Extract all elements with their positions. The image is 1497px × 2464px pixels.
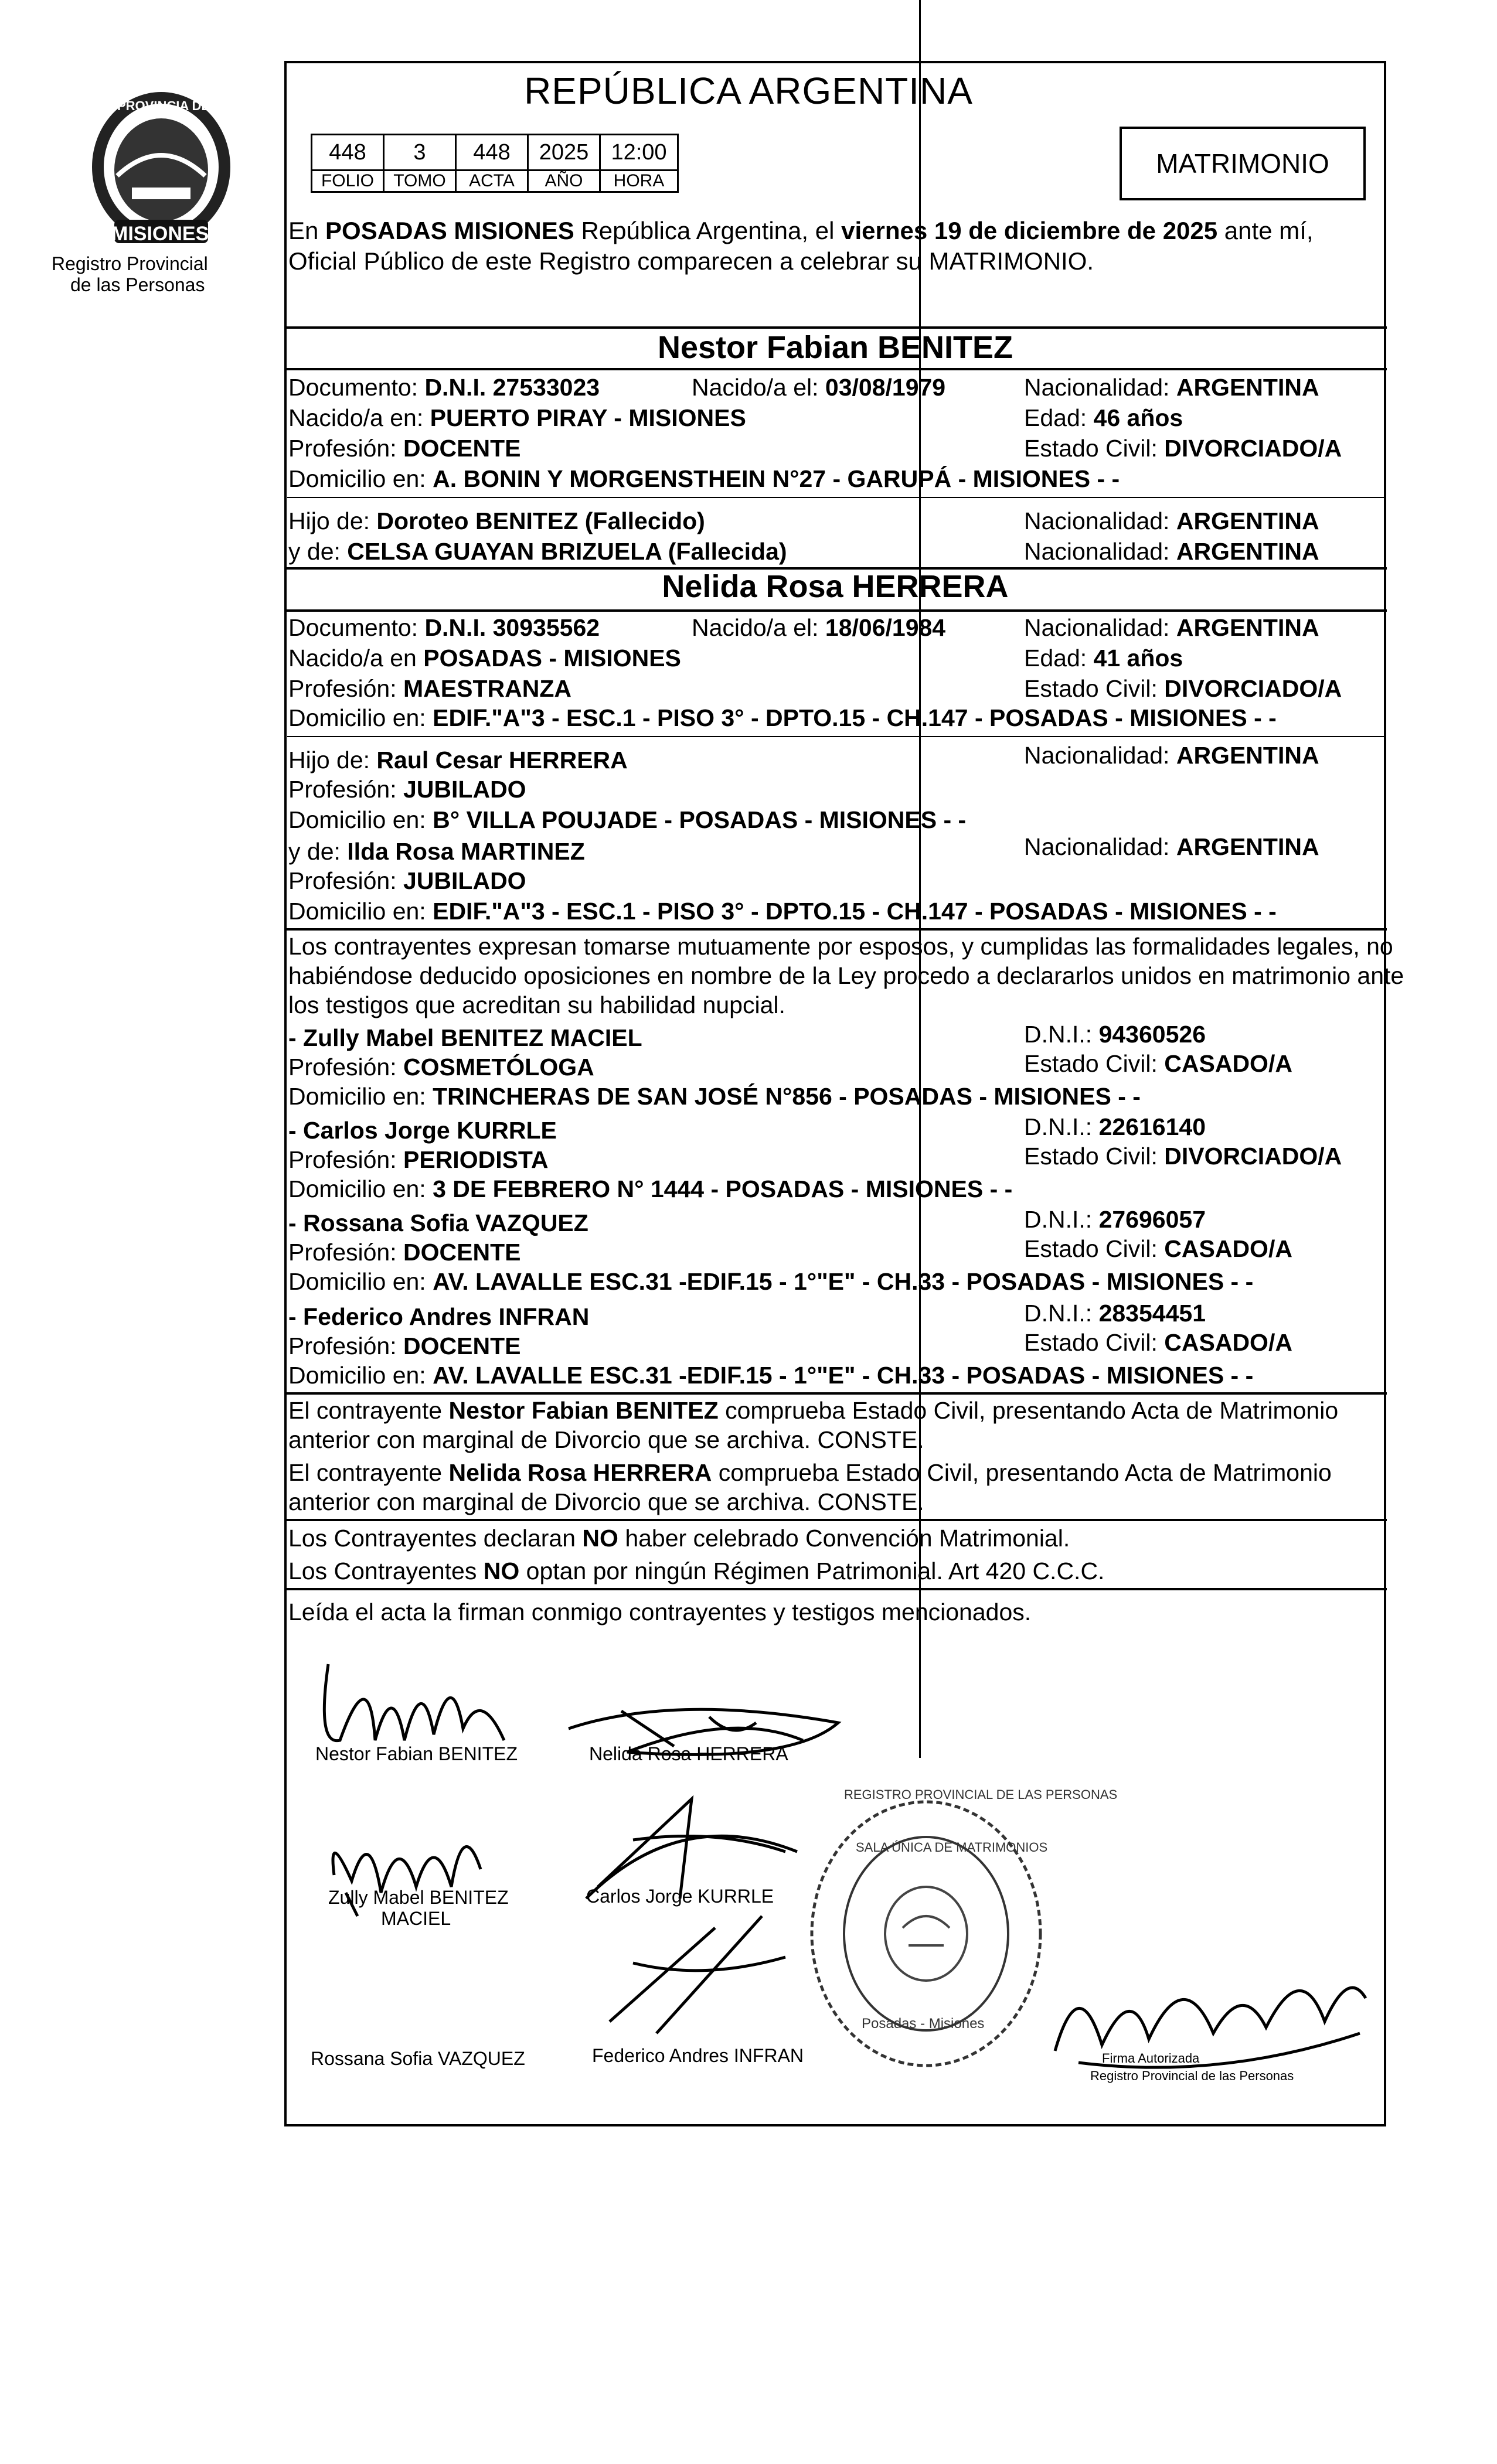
divider	[287, 497, 1386, 498]
label: Profesión:	[288, 776, 403, 803]
value: PUERTO PIRAY - MISIONES	[430, 404, 746, 431]
signature-label-witness-1b: MACIEL	[381, 1908, 451, 1929]
witness-2-dom	[288, 1174, 1012, 1204]
intro-p3: ante mí,	[1217, 217, 1314, 244]
value: Ilda Rosa MARTINEZ	[347, 838, 585, 865]
witness-2-civil	[1024, 1141, 1342, 1171]
label: Domicilio en:	[288, 1083, 433, 1110]
label: D.N.I.:	[1024, 1113, 1099, 1140]
value: ARGENTINA	[1176, 833, 1319, 860]
witness-2-name	[288, 1116, 557, 1145]
bride-father-prof	[288, 775, 526, 804]
groom-age	[1024, 403, 1183, 432]
value: JUBILADO	[403, 867, 526, 894]
groom-civil	[1024, 434, 1342, 463]
groom-mother-nat	[1024, 537, 1319, 566]
text: optan por ningún Régimen Patrimonial. Art 420 C.C.C.	[519, 1558, 1105, 1584]
label: Hijo de:	[288, 507, 377, 534]
value: 3 DE FEBRERO N° 1444 - POSADAS - MISIONES - -	[433, 1175, 1013, 1202]
value: ARGENTINA	[1176, 614, 1319, 641]
value: - Carlos Jorge KURRLE	[288, 1117, 557, 1144]
value: JUBILADO	[403, 776, 526, 803]
label: y de:	[288, 838, 348, 865]
value: DIVORCIADO/A	[1164, 435, 1342, 462]
value: 18/06/1984	[825, 614, 946, 641]
signature-label-bride: Nelida Rosa HERRERA	[589, 1743, 788, 1764]
intro-line-1	[288, 216, 1314, 246]
witness-4-name	[288, 1302, 589, 1331]
note-1-line-2: anterior con marginal de Divorcio que se archiva. CONSTE.	[288, 1426, 924, 1453]
value: - Federico Andres INFRAN	[288, 1303, 590, 1330]
groom-nat	[1024, 373, 1319, 402]
divider	[286, 1588, 1387, 1590]
value: ARGENTINA	[1176, 538, 1319, 565]
label: Nacido/a en:	[288, 404, 430, 431]
registry-name-1: Registro Provincial	[52, 253, 208, 274]
witness-2-dni	[1024, 1112, 1206, 1141]
value: B° VILLA POUJADE - POSADAS - MISIONES - -	[433, 806, 967, 833]
value: - Rossana Sofia VAZQUEZ	[288, 1209, 588, 1236]
value: DOCENTE	[403, 1332, 521, 1359]
official-title-2: Registro Provincial de las Personas	[1090, 2068, 1294, 2083]
signature-label-witness-3: Rossana Sofia VAZQUEZ	[311, 2048, 525, 2069]
declaration-line-3: los testigos que acreditan su habilidad nupcial.	[288, 991, 785, 1018]
text: El contrayente	[288, 1397, 449, 1424]
text: comprueba Estado Civil, presentando Acta de Matrimonio	[718, 1397, 1339, 1424]
bride-dom	[288, 703, 1277, 732]
bride-mother-dom	[288, 897, 1277, 926]
label: Profesión:	[288, 1146, 403, 1173]
registry-stamp	[803, 1793, 1049, 2077]
divider	[286, 609, 1387, 612]
label: Domicilio en:	[288, 1175, 433, 1202]
value: TRINCHERAS DE SAN JOSÉ N°856 - POSADAS - MISIONES - -	[433, 1083, 1141, 1110]
witness-1-dni	[1024, 1020, 1206, 1049]
intro-p1: En	[288, 217, 326, 244]
name: Nestor Fabian BENITEZ	[448, 1397, 719, 1424]
label: Profesión:	[288, 675, 403, 702]
value: DOCENTE	[403, 1239, 521, 1266]
value: 27696057	[1098, 1206, 1206, 1233]
label: Nacionalidad:	[1024, 374, 1176, 401]
value: EDIF."A"3 - ESC.1 - PISO 3° - DPTO.15 - CH.147 - POSADAS - MISIONES - -	[433, 704, 1277, 731]
bride-nat	[1024, 613, 1319, 642]
regime-note	[288, 1556, 1104, 1586]
value: AV. LAVALLE ESC.31 -EDIF.15 - 1°"E" - CH.33 - POSADAS - MISIONES - -	[433, 1268, 1254, 1295]
intro-p2: República Argentina, el	[574, 217, 842, 244]
divider	[286, 368, 1387, 370]
value: CELSA GUAYAN BRIZUELA (Fallecida)	[347, 538, 787, 565]
divider	[286, 326, 1387, 329]
groom-name: Nestor Fabian BENITEZ	[657, 330, 1013, 365]
witness-2-prof	[288, 1145, 549, 1174]
bride-father-dom	[288, 805, 966, 834]
value: 03/08/1979	[825, 374, 946, 401]
value: 22616140	[1098, 1113, 1206, 1140]
hora-label: HORA	[600, 171, 678, 192]
witness-3-civil	[1024, 1234, 1292, 1263]
witness-3-prof	[288, 1238, 520, 1267]
value: POSADAS - MISIONES	[423, 645, 681, 672]
groom-father-nat	[1024, 506, 1319, 536]
value: COSMETÓLOGA	[403, 1054, 594, 1081]
label: Profesión:	[288, 1332, 403, 1359]
witness-1-dom	[288, 1082, 1141, 1111]
witness-1-civil	[1024, 1049, 1292, 1078]
document-title: REPÚBLICA ARGENTINA	[524, 70, 973, 112]
value: ARGENTINA	[1176, 742, 1319, 769]
value: EDIF."A"3 - ESC.1 - PISO 3° - DPTO.15 - CH.147 - POSADAS - MISIONES - -	[433, 898, 1277, 925]
signature-scribble-5	[586, 1893, 797, 2048]
value: PERIODISTA	[403, 1146, 549, 1173]
value: D.N.I. 27533023	[424, 374, 600, 401]
value: CASADO/A	[1164, 1050, 1292, 1077]
label: Domicilio en:	[288, 1268, 433, 1295]
bride-birthplace	[288, 643, 681, 673]
label: Nacionalidad:	[1024, 538, 1176, 565]
value: MAESTRANZA	[403, 675, 571, 702]
value: DIVORCIADO/A	[1164, 1143, 1342, 1170]
label: Domicilio en:	[288, 898, 433, 925]
label: Domicilio en:	[288, 465, 433, 492]
value: D.N.I. 30935562	[424, 614, 600, 641]
label: D.N.I.:	[1024, 1206, 1099, 1233]
text: El contrayente	[288, 1459, 449, 1486]
label: Nacido/a el:	[692, 374, 825, 401]
label: Estado Civil:	[1024, 1235, 1165, 1262]
groom-born	[692, 373, 945, 402]
bride-name: Nelida Rosa HERRERA	[662, 569, 1009, 604]
groom-doc	[288, 373, 600, 402]
groom-dom	[288, 464, 1120, 493]
bride-civil	[1024, 674, 1342, 703]
value: 28354451	[1098, 1300, 1206, 1327]
label: Nacido/a el:	[692, 614, 825, 641]
witness-3-name	[288, 1208, 588, 1238]
value: - Zully Mabel BENITEZ MACIEL	[288, 1024, 642, 1051]
groom-birthplace	[288, 403, 746, 432]
witness-3-dom	[288, 1267, 1253, 1296]
name: Nelida Rosa HERRERA	[448, 1459, 712, 1486]
label: Documento:	[288, 614, 425, 641]
bride-mother	[288, 837, 585, 866]
divider	[287, 736, 1386, 737]
label: Documento:	[288, 374, 425, 401]
witness-4-civil	[1024, 1328, 1292, 1357]
value: DIVORCIADO/A	[1164, 675, 1342, 702]
label: Domicilio en:	[288, 704, 433, 731]
tomo-label: TOMO	[384, 171, 456, 192]
stamp-text-1: REGISTRO PROVINCIAL DE LAS PERSONAS	[844, 1787, 1118, 1802]
text: comprueba Estado Civil, presentando Acta de Matrimonio	[712, 1459, 1332, 1486]
groom-father	[288, 506, 705, 536]
label: Estado Civil:	[1024, 1050, 1165, 1077]
convention-note	[288, 1524, 1070, 1553]
divider	[286, 1392, 1387, 1395]
intro-place: POSADAS MISIONES	[325, 217, 574, 244]
seal-top-text: PROVINCIA DE	[117, 98, 210, 113]
label: Estado Civil:	[1024, 675, 1165, 702]
anio-value: 2025	[528, 135, 600, 171]
bride-age	[1024, 643, 1183, 673]
closing-text: Leída el acta la firman conmigo contrayentes y testigos mencionados.	[288, 1599, 1032, 1625]
registry-name-2: de las Personas	[70, 274, 205, 295]
label: Nacido/a en	[288, 645, 424, 672]
seal-bottom-text: MISIONES	[111, 223, 209, 245]
bride-father-nat	[1024, 741, 1319, 770]
bride-doc	[288, 613, 600, 642]
hora-value: 12:00	[600, 135, 678, 171]
value: AV. LAVALLE ESC.31 -EDIF.15 - 1°"E" - CH.33 - POSADAS - MISIONES - -	[433, 1362, 1254, 1389]
value: 41 años	[1093, 645, 1183, 672]
anio-label: AÑO	[528, 171, 600, 192]
text: haber celebrado Convención Matrimonial.	[618, 1525, 1070, 1552]
label: Nacionalidad:	[1024, 507, 1176, 534]
value: A. BONIN Y MORGENSTHEIN N°27 - GARUPÁ - MISIONES - -	[433, 465, 1120, 492]
label: Profesión:	[288, 867, 403, 894]
closing-bottom-line	[284, 2124, 1386, 2126]
value: Doroteo BENITEZ (Fallecido)	[376, 507, 705, 534]
text: Los Contrayentes	[288, 1558, 484, 1584]
witness-4-prof	[288, 1331, 520, 1361]
value: Raul Cesar HERRERA	[376, 747, 628, 773]
emphasis: NO	[582, 1525, 618, 1552]
note-1-line-1	[288, 1396, 1338, 1425]
intro-date: viernes 19 de diciembre de 2025	[841, 217, 1218, 244]
label: Profesión:	[288, 1239, 403, 1266]
label: Profesión:	[288, 435, 403, 462]
value: DOCENTE	[403, 435, 521, 462]
groom-prof	[288, 434, 520, 463]
bride-born	[692, 613, 945, 642]
label: Estado Civil:	[1024, 1329, 1165, 1356]
value: CASADO/A	[1164, 1329, 1292, 1356]
label: Hijo de:	[288, 747, 377, 773]
bride-mother-prof	[288, 866, 526, 895]
official-title-1: Firma Autorizada	[1102, 2051, 1200, 2066]
acta-value: 448	[456, 135, 528, 171]
tomo-value: 3	[384, 135, 456, 171]
signature-label-witness-2: Carlos Jorge KURRLE	[586, 1886, 774, 1907]
folio-value: 448	[312, 135, 384, 171]
folio-label: FOLIO	[312, 171, 384, 192]
value: 46 años	[1093, 404, 1183, 431]
label: Profesión:	[288, 1054, 403, 1081]
label: Nacionalidad:	[1024, 614, 1176, 641]
label: Domicilio en:	[288, 1362, 433, 1389]
label: Nacionalidad:	[1024, 833, 1176, 860]
official-signature-scribble	[1043, 1945, 1377, 2089]
signature-label-groom: Nestor Fabian BENITEZ	[315, 1743, 518, 1764]
label: Edad:	[1024, 404, 1094, 431]
stamp-text-3: Posadas - Misiones	[862, 2016, 985, 2032]
groom-mother	[288, 537, 787, 566]
witness-1-prof	[288, 1052, 594, 1082]
stamp-text-2: SALA ÚNICA DE MATRIMONIOS	[856, 1840, 1048, 1855]
label: Estado Civil:	[1024, 1143, 1165, 1170]
witness-3-dni	[1024, 1205, 1206, 1234]
signature-label-witness-1a: Zully Mabel BENITEZ	[328, 1887, 509, 1908]
label: y de:	[288, 538, 348, 565]
declaration-line-2: habiéndose deducido oposiciones en nombre de la Ley procedo a declararlos unidos en matrimonio ante	[288, 962, 1404, 989]
value: CASADO/A	[1164, 1235, 1292, 1262]
value: 94360526	[1098, 1021, 1206, 1048]
label: D.N.I.:	[1024, 1021, 1099, 1048]
label: Edad:	[1024, 645, 1094, 672]
emphasis: NO	[483, 1558, 520, 1584]
intro-line-2: Oficial Público de este Registro comparecen a celebrar su MATRIMONIO.	[288, 247, 1094, 275]
registry-table	[311, 134, 679, 193]
divider	[286, 1519, 1387, 1521]
doc-type-box: MATRIMONIO	[1120, 127, 1366, 200]
note-2-line-1	[288, 1458, 1332, 1487]
label: Nacionalidad:	[1024, 742, 1176, 769]
value: ARGENTINA	[1176, 374, 1319, 401]
signature-label-witness-4: Federico Andres INFRAN	[592, 2045, 804, 2066]
bride-mother-nat	[1024, 832, 1319, 861]
declaration-line-1: Los contrayentes expresan tomarse mutuamente por esposos, y cumplidas las formalidades legales, no	[288, 933, 1393, 960]
divider	[286, 928, 1387, 931]
witness-4-dom	[288, 1361, 1253, 1390]
label: D.N.I.:	[1024, 1300, 1099, 1327]
text: Los Contrayentes declaran	[288, 1525, 583, 1552]
witness-4-dni	[1024, 1299, 1206, 1328]
bride-prof	[288, 674, 571, 703]
note-2-line-2: anterior con marginal de Divorcio que se archiva. CONSTE.	[288, 1488, 924, 1515]
label: Domicilio en:	[288, 806, 433, 833]
witness-1-name	[288, 1023, 642, 1052]
acta-label: ACTA	[456, 171, 528, 192]
label: Estado Civil:	[1024, 435, 1165, 462]
bride-father	[288, 745, 628, 775]
value: ARGENTINA	[1176, 507, 1319, 534]
